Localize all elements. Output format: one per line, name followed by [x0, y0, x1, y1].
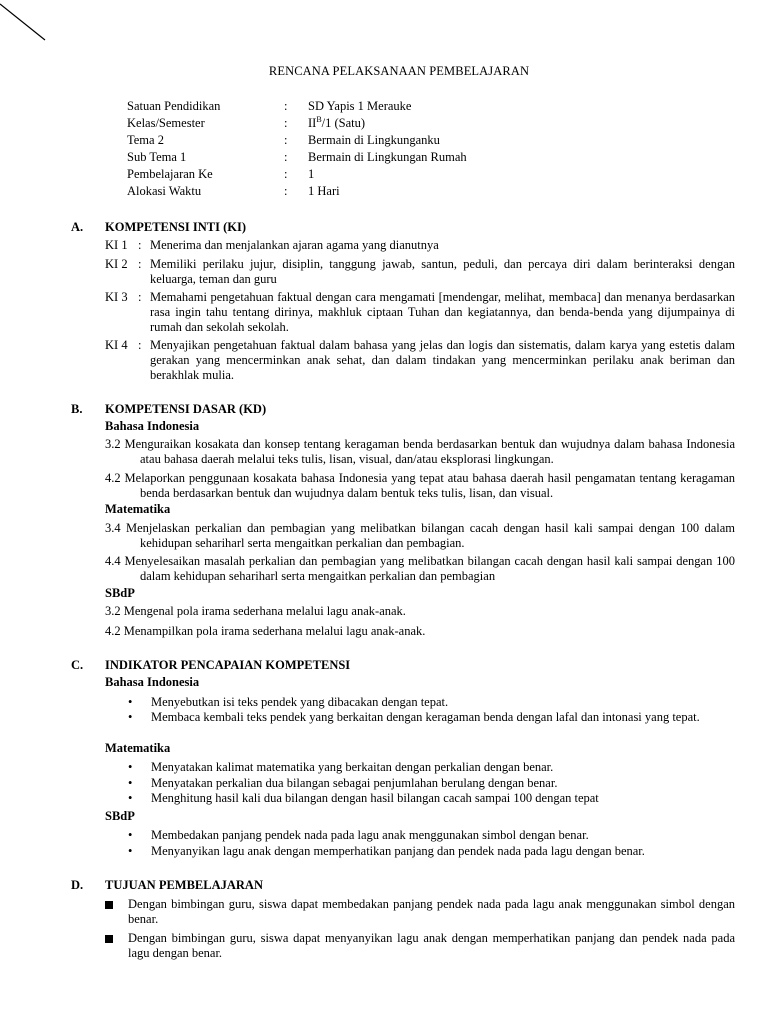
identity-colon: : — [284, 116, 288, 130]
ki-item — [105, 338, 735, 383]
objective-text: Dengan bimbingan guru, siswa dapat membedakan panjang pendek nada pada lagu anak menggunakan simbol dengan benar. — [128, 897, 735, 926]
section-b-title: KOMPETENSI DASAR (KD) — [105, 402, 267, 416]
objective-text: Dengan bimbingan guru, siswa dapat menyanyikan lagu anak dengan memperhatikan panjang dan pendek nada pada lagu dengan benar. — [128, 931, 735, 960]
section-c-letter: C. — [71, 658, 84, 672]
ki-item — [105, 257, 735, 287]
ki-code: KI 3 — [105, 290, 128, 304]
indicator-item — [128, 844, 735, 859]
subject-heading: SBdP — [105, 586, 135, 600]
kd-item — [105, 521, 735, 551]
identity-colon: : — [284, 133, 288, 147]
class-number: II — [308, 116, 317, 130]
identity-value: Bermain di Lingkungan Rumah — [308, 150, 467, 164]
identity-label: Pembelajaran Ke — [127, 167, 213, 181]
kd-text: 3.2 Menguraikan kosakata dan konsep tentang keragaman benda berdasarkan bentuk dan wujudnya dalam bahasa Indonesia atau bahasa daerah melalui teks tulis, lisan, visual, dan/atau eksplorasi lingkungan. — [105, 437, 735, 466]
indicator-item — [128, 710, 735, 725]
indicator-item — [128, 828, 735, 843]
subject-heading: Matematika — [105, 502, 171, 516]
subject-heading: SBdP — [105, 809, 135, 823]
square-bullet-icon — [105, 935, 113, 943]
indicator-text: Menyatakan perkalian dua bilangan sebagai penjumlahan berulang dengan benar. — [151, 776, 558, 790]
kd-item — [105, 471, 735, 501]
identity-value: 1 — [308, 167, 315, 181]
bullet-icon: • — [128, 695, 133, 709]
identity-value — [308, 116, 365, 131]
identity-label: Satuan Pendidikan — [127, 99, 221, 113]
section-c-title: INDIKATOR PENCAPAIAN KOMPETENSI — [105, 658, 351, 672]
identity-value: SD Yapis 1 Merauke — [308, 99, 412, 113]
section-a-letter: A. — [71, 220, 84, 234]
indicator-text: Menghitung hasil kali dua bilangan dengan hasil bilangan cacah sampai 100 dengan tepat — [151, 791, 599, 805]
indicator-item — [128, 695, 735, 710]
identity-row — [127, 99, 747, 116]
identity-value: Bermain di Lingkunganku — [308, 133, 440, 147]
identity-label: Kelas/Semester — [127, 116, 205, 130]
section-d-letter: D. — [71, 878, 84, 892]
ki-colon: : — [138, 338, 142, 352]
identity-colon: : — [284, 167, 288, 181]
identity-row — [127, 150, 747, 167]
bullet-icon: • — [128, 760, 133, 774]
ki-colon: : — [138, 238, 142, 252]
identity-label: Alokasi Waktu — [127, 184, 202, 198]
ki-item — [105, 238, 735, 253]
section-d-title: TUJUAN PEMBELAJARAN — [105, 878, 263, 892]
indicator-text: Menyanyikan lagu anak dengan memperhatikan panjang dan pendek nada pada lagu dengan benar. — [151, 844, 645, 858]
identity-colon: : — [284, 150, 288, 164]
class-superscript: B — [316, 114, 322, 124]
indicator-text: Menyatakan kalimat matematika yang berkaitan dengan perkalian dengan benar. — [151, 760, 554, 774]
ki-text: Memiliki perilaku jujur, disiplin, tanggung jawab, santun, peduli, dan percaya diri dalam berinteraksi dengan keluarga, teman dan guru — [150, 257, 735, 286]
indicator-item — [128, 776, 735, 791]
identity-row — [127, 133, 747, 150]
bullet-icon: • — [128, 710, 133, 724]
subject-heading: Matematika — [105, 741, 171, 755]
indicator-item — [128, 791, 735, 806]
kd-item — [105, 437, 735, 467]
ki-code: KI 4 — [105, 338, 128, 352]
subject-heading: Bahasa Indonesia — [105, 419, 200, 433]
ki-code: KI 2 — [105, 257, 128, 271]
square-bullet-icon — [105, 901, 113, 909]
kd-text: 4.2 Melaporkan penggunaan kosakata bahasa Indonesia yang tepat atau bahasa daerah hasil pengamatan tentang keragaman benda berdasarkan bentuk dan wujudnya dalam bentuk teks tulis, lisan, dan visual. — [105, 471, 735, 500]
kd-text: 4.4 Menyelesaikan masalah perkalian dan pembagian yang melibatkan bilangan cacah dengan hasil kali sampai dengan 100 dalam kehidupan sehariharl serta mengaitkan perkalian dan pembagian — [105, 554, 735, 583]
bullet-icon: • — [128, 844, 133, 858]
identity-row — [127, 116, 747, 133]
objective-item — [105, 897, 735, 927]
bullet-icon: • — [128, 776, 133, 790]
ki-colon: : — [138, 290, 142, 304]
bullet-icon: • — [128, 828, 133, 842]
ki-text: Menerima dan menjalankan ajaran agama yang dianutnya — [150, 238, 439, 252]
kd-item — [105, 554, 735, 584]
section-b-letter: B. — [71, 402, 83, 416]
ki-item — [105, 290, 735, 335]
subject-heading: Bahasa Indonesia — [105, 675, 200, 689]
identity-colon: : — [284, 99, 288, 113]
indicator-text: Membaca kembali teks pendek yang berkaitan dengan keragaman benda dengan lafal dan intonasi yang tepat. — [151, 710, 700, 724]
ki-text: Menyajikan pengetahuan faktual dalam bahasa yang jelas dan logis dan sistematis, dalam karya yang estetis dalam gerakan yang mencerminkan anak sehat, dan dalam tindakan yang mencerminkan perilaku anak beriman dan berakhlak mulia. — [150, 338, 735, 382]
kd-item: 4.2 Menampilkan pola irama sederhana melalui lagu anak-anak. — [105, 624, 426, 638]
document-title: RENCANA PELAKSANAAN PEMBELAJARAN — [268, 64, 530, 78]
indicator-text: Membedakan panjang pendek nada pada lagu anak menggunakan simbol dengan benar. — [151, 828, 589, 842]
section-a-title: KOMPETENSI INTI (KI) — [105, 220, 246, 234]
kd-text: 3.4 Menjelaskan perkalian dan pembagian yang melibatkan bilangan cacah dengan hasil kali sampai dengan 100 dalam kehidupan sehariharl serta mengaitkan perkalian dan pembagian. — [105, 521, 735, 550]
bullet-icon: • — [128, 791, 133, 805]
identity-row — [127, 167, 747, 184]
identity-row — [127, 184, 747, 201]
identity-value: 1 Hari — [308, 184, 340, 198]
objective-item — [105, 931, 735, 961]
corner-fold-line — [0, 0, 50, 45]
ki-text: Memahami pengetahuan faktual dengan cara mengamati [mendengar, melihat, membaca] dan menanya berdasarkan rasa ingin tahu tentang dirinya, makhluk ciptaan Tuhan dan kegiatannya, dan benda-benda yang dijumpainya di rumah dan sekolah sekolah. — [150, 290, 735, 334]
semester-text: /1 (Satu) — [321, 116, 366, 130]
ki-code: KI 1 — [105, 238, 128, 252]
identity-colon: : — [284, 184, 288, 198]
identity-label: Tema 2 — [127, 133, 164, 147]
indicator-text: Menyebutkan isi teks pendek yang dibacakan dengan tepat. — [151, 695, 449, 709]
kd-item: 3.2 Mengenal pola irama sederhana melalui lagu anak-anak. — [105, 604, 406, 618]
ki-colon: : — [138, 257, 142, 271]
indicator-item — [128, 760, 735, 775]
identity-label: Sub Tema 1 — [127, 150, 187, 164]
